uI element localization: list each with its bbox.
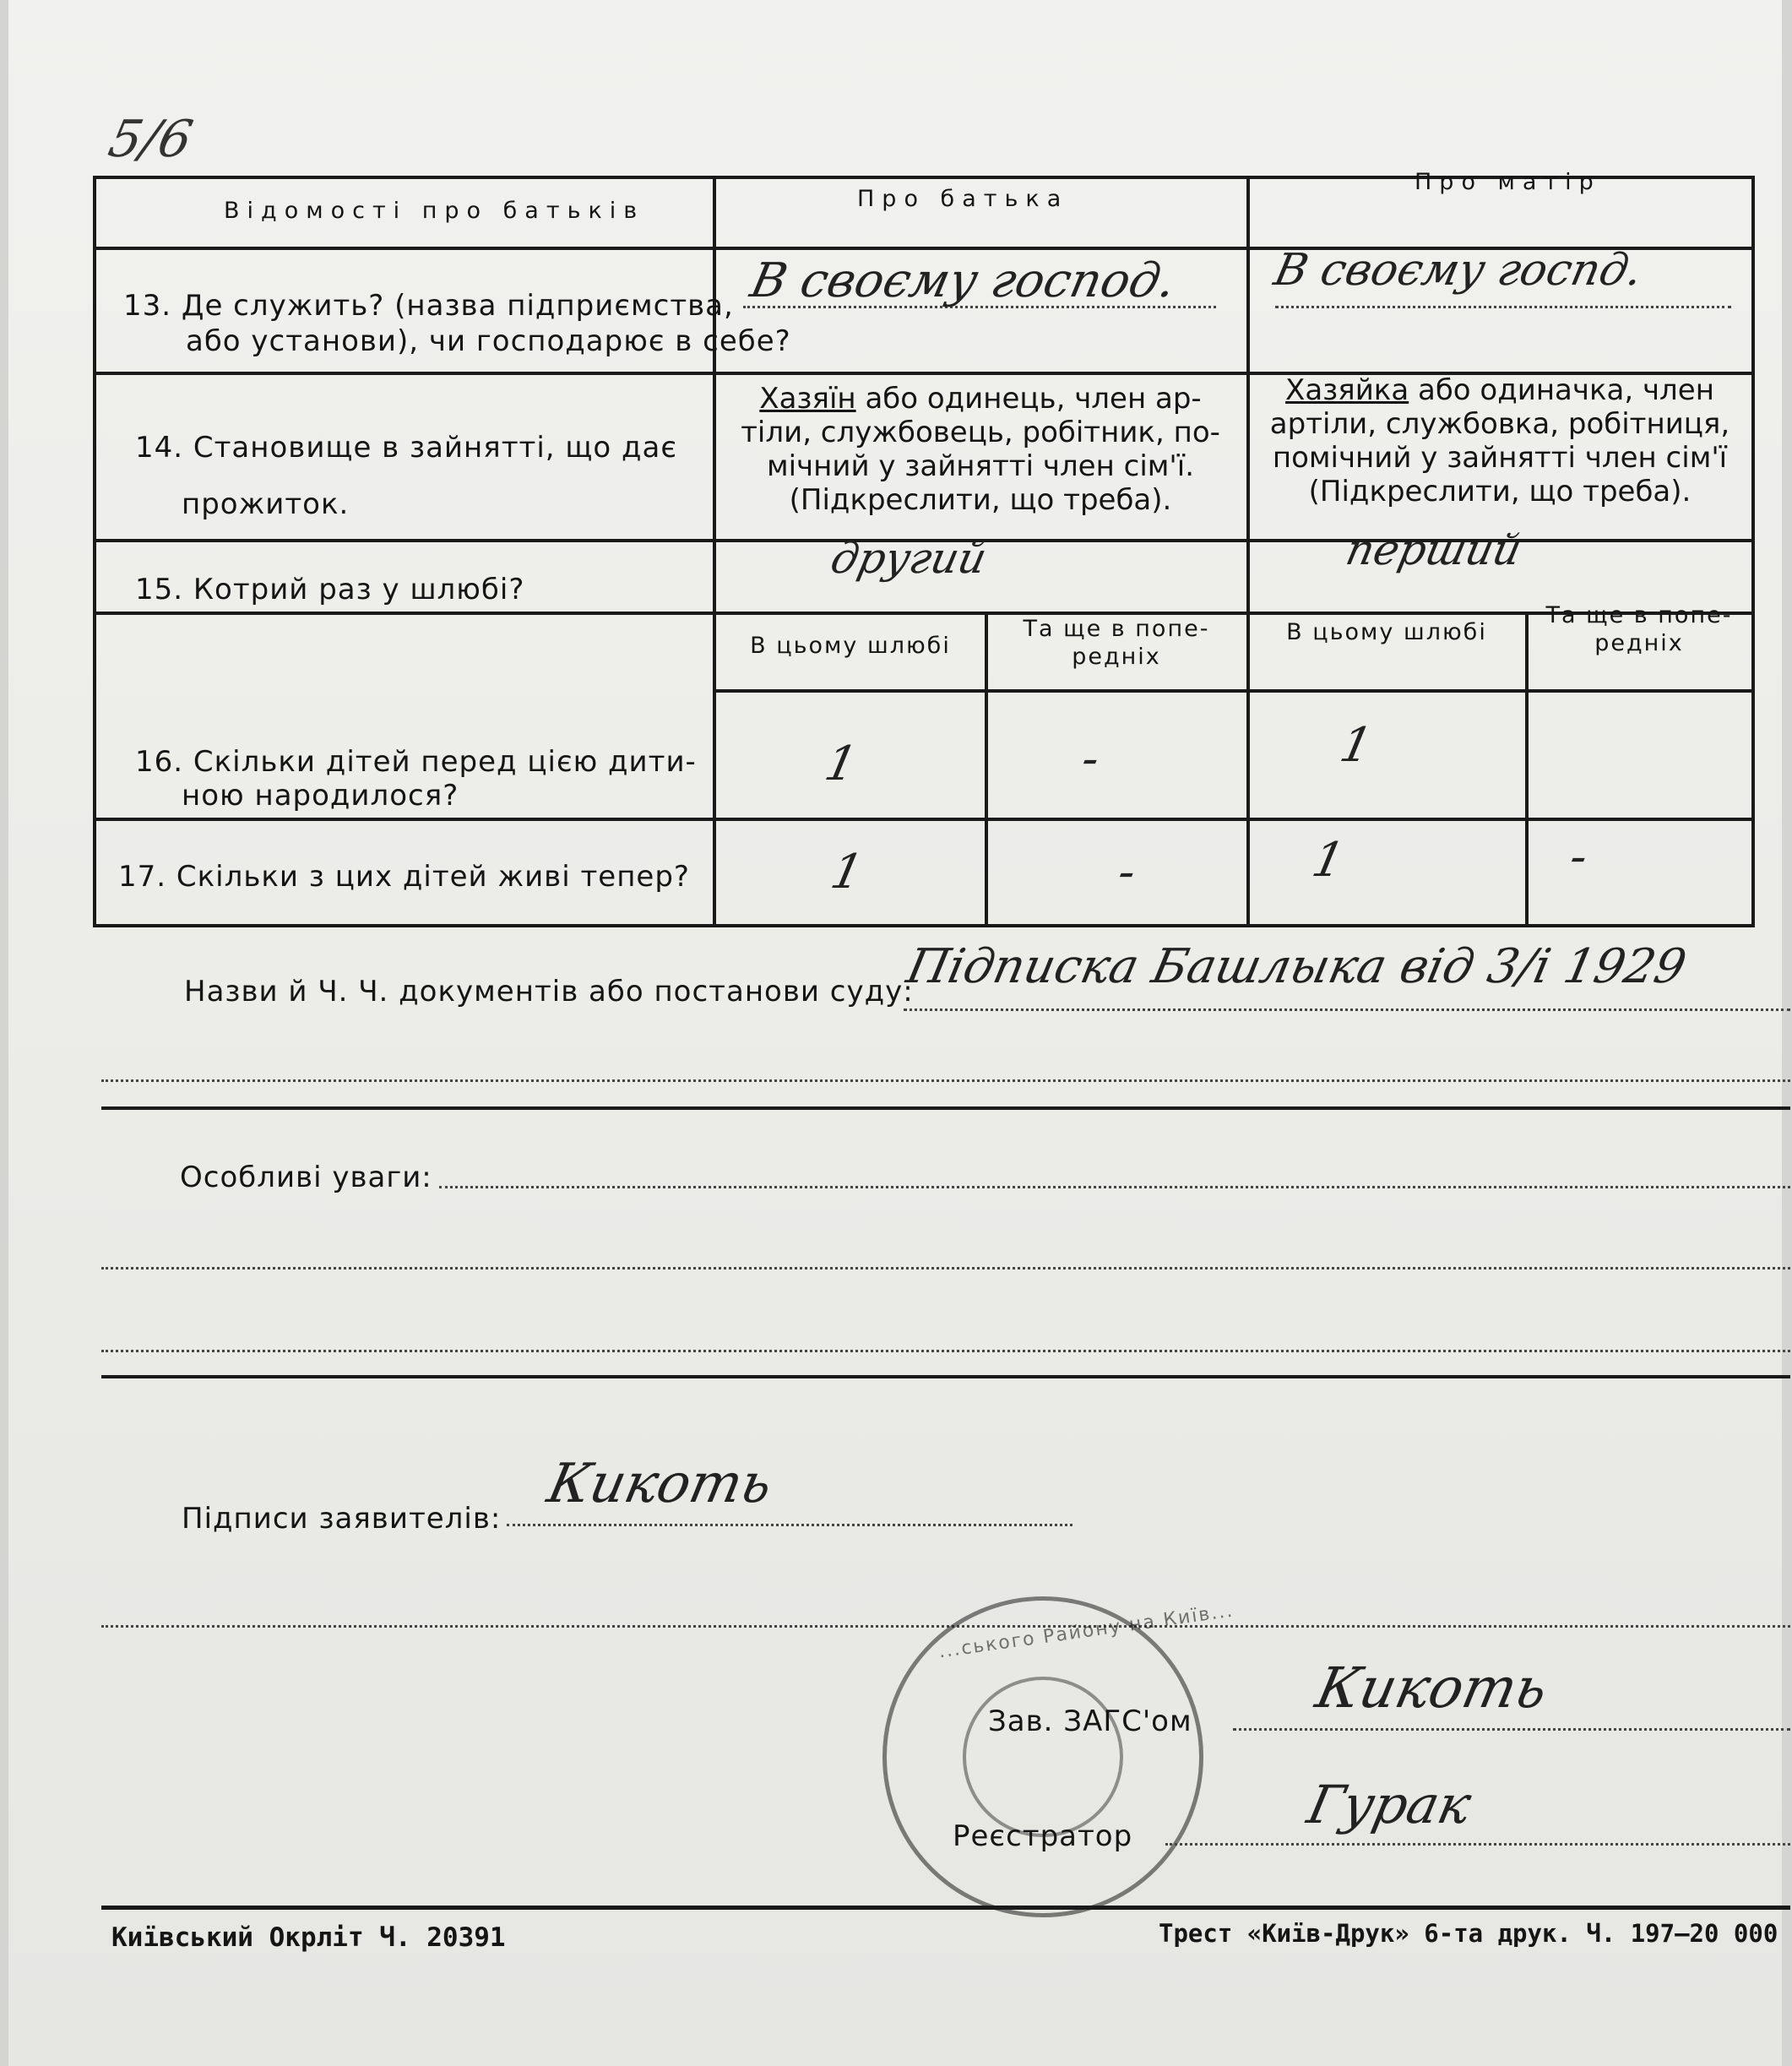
subheader-bottom-border	[716, 689, 1755, 693]
header-about-father: Про батька	[857, 186, 1069, 212]
q13-label-line1: 13. Де служить? (назва підприємства,	[123, 289, 734, 323]
q15-father-answer: другий	[826, 534, 991, 583]
q17-mother-prev-answer: -	[1565, 829, 1593, 884]
remarks-dotted-line-2	[101, 1267, 1790, 1270]
subheader-mother-this-marriage: В цьому шлюбі	[1286, 619, 1487, 645]
table-col-divider-2	[1246, 176, 1250, 927]
subheader-mother-previous: Та ще в попе- редніх	[1545, 602, 1733, 656]
q13-mother-answer: В своєму госпд.	[1269, 245, 1648, 296]
documents-label: Назви й Ч. Ч. документів або постанови суду:	[184, 975, 914, 1009]
registrar-signature: Гурак	[1302, 1774, 1477, 1835]
remarks-section-rule	[101, 1375, 1790, 1378]
table-right-border	[1751, 176, 1755, 927]
table-subcol-divider-mother	[1525, 612, 1529, 927]
footer-left-imprint: Київський Окрліт Ч. 20391	[111, 1922, 506, 1953]
q15-mother-answer: перший	[1341, 525, 1526, 574]
documents-dotted-line-2	[101, 1079, 1790, 1082]
header-parents-info: Відомості про батьків	[224, 198, 645, 224]
q14-mother-options: Хазяйка або одиначка, член артіли, службовка, робітниця, помічний у зайнятті член сім'ї (Підкреслити, що треба).	[1269, 373, 1730, 508]
registrar-label: Реєстратор	[953, 1819, 1133, 1853]
subheader-father-this-marriage: В цьому шлюбі	[750, 633, 951, 659]
remarks-dotted-line-3	[101, 1350, 1790, 1352]
q13-label-line2: або установи), чи господарює в себе?	[186, 324, 791, 358]
head-dotted-line	[1233, 1728, 1790, 1731]
q17-father-this-answer: 1	[826, 845, 868, 900]
row15-bottom-border	[93, 612, 1755, 615]
q17-father-prev-answer: -	[1113, 845, 1141, 900]
q16-mother-this-answer: 1	[1335, 718, 1377, 773]
head-of-registry-label: Зав. ЗАГС'ом	[988, 1704, 1192, 1738]
q14-label-line1: 14. Становище в зайнятті, що дає	[135, 431, 678, 465]
header-about-mother: Про матір	[1415, 169, 1601, 195]
q14-father-options: Хазяїн або одинець, член ар- тіли, службовець, робітник, по- мічний у зайнятті член сім'ї. (Підкреслити, що треба).	[741, 382, 1220, 517]
q14-father-selected-option: Хазяїн	[759, 382, 856, 416]
q13-mother-dotted-line	[1275, 306, 1731, 308]
q16-father-this-answer: 1	[820, 737, 862, 791]
head-signature: Кикоть	[1310, 1656, 1554, 1721]
document-page	[8, 0, 1782, 2066]
table-left-border	[93, 176, 96, 927]
signatures-dotted-line	[507, 1524, 1072, 1526]
official-seal-text: ...ського Району на Київ...	[937, 1600, 1235, 1663]
official-seal-inner-ring	[963, 1677, 1123, 1837]
q16-label-line1: 16. Скільки дітей перед цією дити-	[135, 745, 697, 779]
table-bottom-border	[93, 924, 1755, 927]
documents-section-rule	[101, 1106, 1790, 1110]
row16-bottom-border	[93, 818, 1755, 821]
q13-father-answer: В своєму господ.	[746, 253, 1181, 308]
signatures-dotted-line-2	[101, 1625, 1790, 1628]
remarks-label: Особливі уваги:	[180, 1161, 432, 1194]
q17-label: 17. Скільки з цих дітей живі тепер?	[118, 860, 690, 894]
applicant-signature: Кикоть	[542, 1453, 778, 1515]
documents-answer: Підписка Башлыка від 3/і 1929	[902, 939, 1692, 994]
official-seal	[882, 1596, 1235, 1917]
q15-label: 15. Котрий раз у шлюбі?	[135, 573, 525, 606]
signatures-label: Підписи заявителів:	[182, 1502, 502, 1536]
page-number: 5/6	[103, 110, 198, 169]
documents-dotted-line-1	[904, 1009, 1790, 1011]
registrar-dotted-line	[1165, 1843, 1790, 1846]
footer-right-imprint: Трест «Київ-Друк» 6-та друк. Ч. 197—20 000	[1159, 1919, 1778, 1948]
q14-label-line2: прожиток.	[182, 487, 350, 521]
q17-mother-this-answer: 1	[1307, 833, 1349, 888]
footer-rule	[101, 1906, 1790, 1910]
q16-label-line2: ною народилося?	[182, 779, 459, 813]
q16-father-prev-answer: -	[1077, 731, 1105, 786]
subheader-father-previous: Та ще в попе- редніх	[1023, 616, 1210, 670]
q14-mother-selected-option: Хазяйка	[1285, 373, 1409, 407]
remarks-dotted-line-1	[439, 1186, 1790, 1188]
